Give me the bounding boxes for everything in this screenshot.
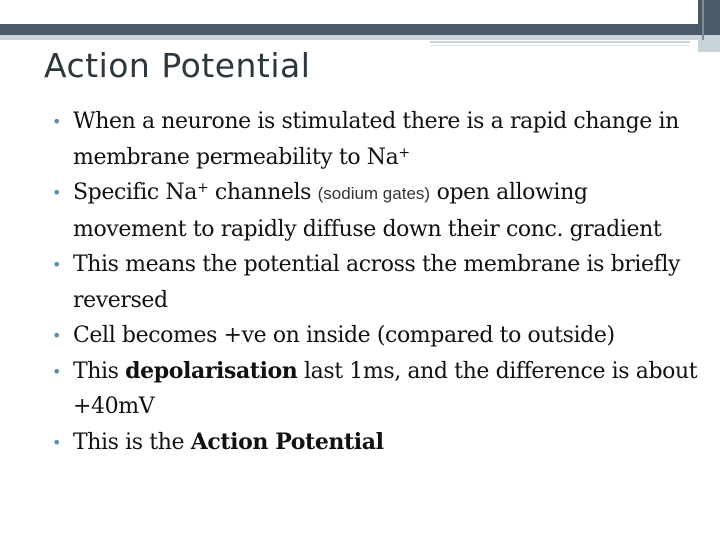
superscript-plus: + [197, 180, 209, 196]
bullet-icon: • [52, 183, 62, 202]
bullet-item [52, 425, 702, 461]
bullet-text: channels [208, 180, 318, 205]
bullet-item [52, 354, 702, 425]
slide-title: Action Potential [44, 46, 311, 85]
bullet-text: Cell becomes +ve on inside (compared to outside) [73, 323, 615, 348]
bullet-aside: (sodium gates) [317, 184, 431, 203]
bullet-text: This is the [73, 429, 191, 455]
bullet-text: This means the potential across the membrane is briefly reversed [73, 252, 681, 313]
bullet-list [52, 104, 702, 460]
bullet-item [52, 104, 702, 175]
bullet-icon: • [52, 432, 62, 452]
bullet-icon: • [52, 361, 62, 381]
header-rule-1 [430, 41, 690, 43]
bullet-emphasis: Action Potential [190, 428, 384, 455]
bullet-icon: • [52, 112, 62, 131]
bullet-item [52, 175, 702, 247]
bullet-text: Specific Na [73, 180, 197, 205]
header-band-light [0, 35, 698, 40]
header-corner-rule [702, 0, 704, 40]
bullet-text: This [73, 358, 126, 384]
bullet-icon: • [52, 326, 62, 345]
bullet-item [52, 247, 702, 318]
bullet-icon: • [52, 255, 62, 274]
header-rule-2 [430, 45, 690, 46]
bullet-text: last 1ms, and the difference is about +40mV [73, 358, 698, 419]
bullet-text: When a neurone is stimulated there is a rapid change in membrane permeability to Na [73, 109, 679, 170]
bullet-emphasis: depolarisation [125, 357, 298, 384]
header-band-dark [0, 24, 698, 35]
superscript-plus: + [398, 144, 410, 161]
bullet-item [52, 318, 702, 354]
bullet-text: open allowing movement to rapidly diffuse down their conc. gradient [73, 180, 662, 242]
